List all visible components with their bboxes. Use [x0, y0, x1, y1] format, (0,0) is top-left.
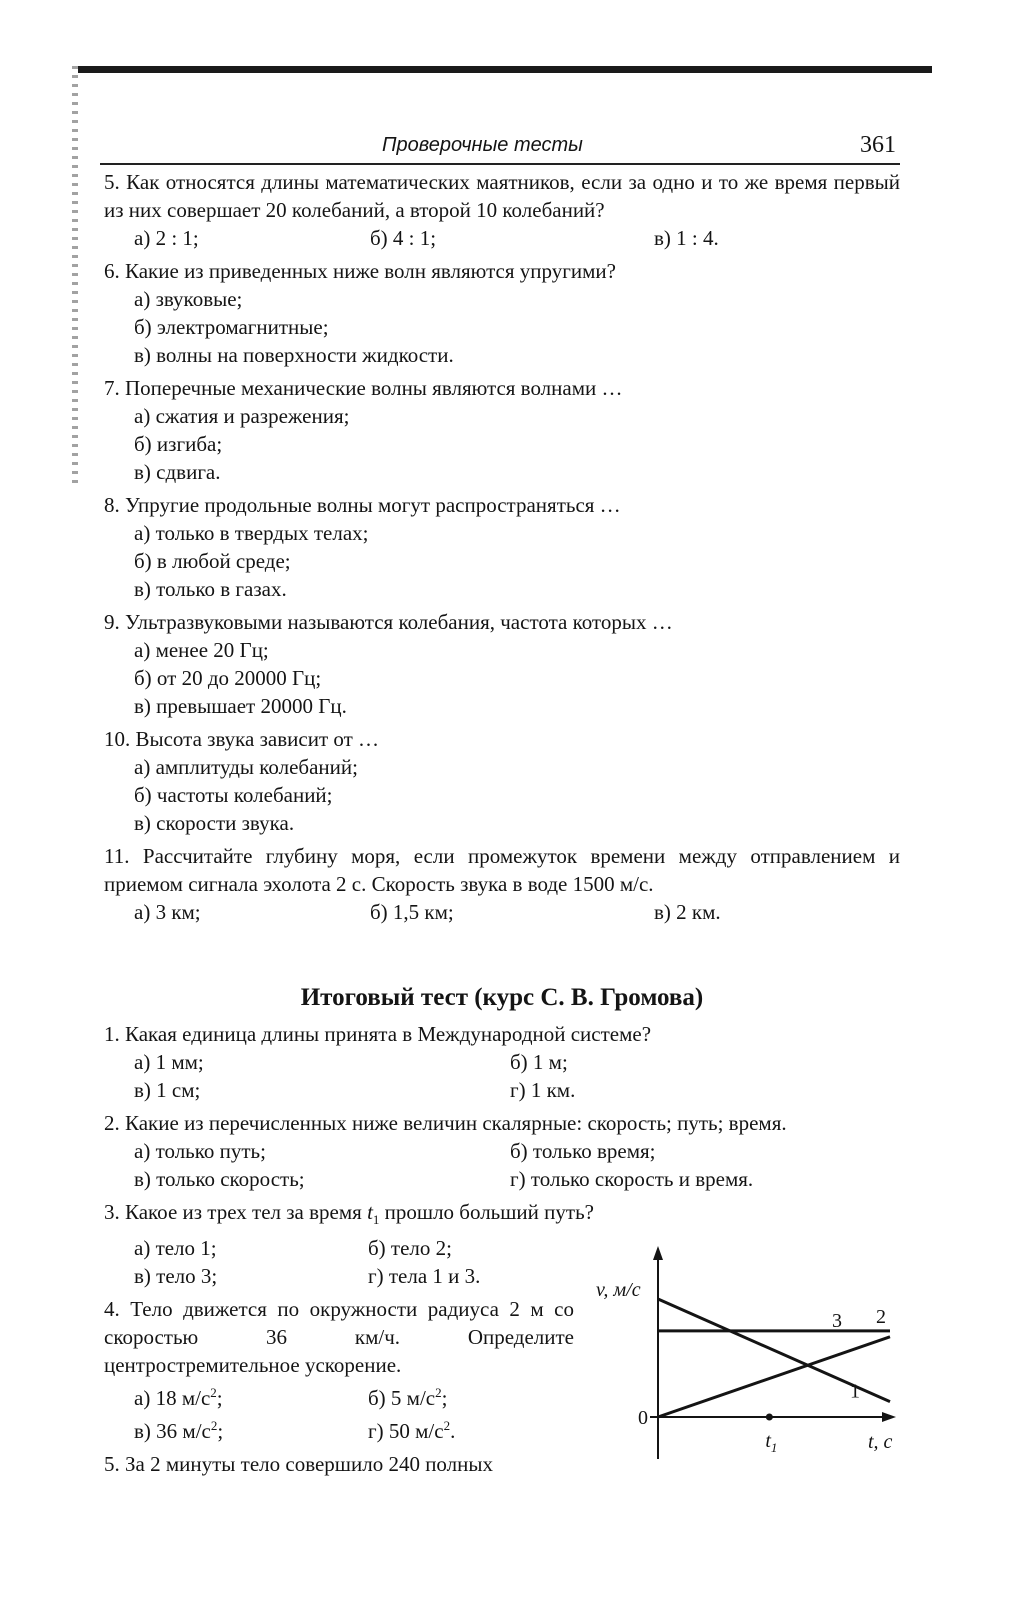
series-layer: [658, 1299, 890, 1417]
answer-option: в) 2 км.: [654, 900, 721, 924]
top-rule: [78, 66, 932, 73]
question-text: 11. Рассчитайте глубину моря, если промежуток времени между отправлением и приемом сигнала эхолота 2 с. Скорость звука в воде 1500 м/с.: [104, 844, 900, 896]
x-axis-arrow: [882, 1412, 896, 1422]
answer-options: [104, 402, 900, 486]
answer-option: в) скорости звука.: [134, 811, 295, 835]
answer-option: в) 1 см;: [134, 1078, 201, 1102]
velocity-time-graph: [590, 1244, 930, 1484]
answer-options: [104, 753, 900, 837]
answer-option: б) только время;: [510, 1139, 656, 1163]
question-text: 7. Поперечные механические волны являются волнами …: [104, 376, 623, 400]
answer-options: [104, 898, 900, 926]
answer-option: б) частоты колебаний;: [134, 783, 333, 807]
answer-option: а) амплитуды колебаний;: [134, 755, 358, 779]
answer-option: в) только скорость;: [134, 1167, 305, 1191]
question-text: 5. За 2 минуты тело совершило 240 полных: [104, 1452, 493, 1477]
answer-option: б) электромагнитные;: [134, 315, 329, 339]
answer-options: [104, 285, 900, 369]
x-axis-label: t, с: [868, 1431, 893, 1453]
answer-option: а) 1 мм;: [134, 1050, 204, 1074]
answer-option: в) только в газах.: [134, 577, 287, 601]
origin-label: 0: [638, 1407, 648, 1429]
answer-option: а) только в твердых телах;: [134, 521, 369, 545]
question-text: 8. Упругие продольные волны могут распространяться …: [104, 493, 621, 517]
answer-option: б) 1 м;: [510, 1050, 568, 1074]
final-question-2: [104, 1109, 900, 1193]
question-11: [104, 842, 900, 926]
question-9: [104, 608, 900, 720]
t1-tick: [766, 1414, 773, 1421]
y-axis-label: v, м/с: [596, 1279, 641, 1301]
answer-option: а) менее 20 Гц;: [134, 638, 269, 662]
question-text: 6. Какие из приведенных ниже волн являются упругими?: [104, 259, 616, 283]
question-text: 10. Высота звука зависит от …: [104, 727, 380, 751]
scan-edge-noise: [72, 66, 78, 486]
question-8: [104, 491, 900, 603]
question-6: [104, 257, 900, 369]
answer-option: а) сжатия и разрежения;: [134, 404, 350, 428]
answer-option: г) тела 1 и 3.: [368, 1264, 481, 1289]
answer-options: [104, 519, 900, 603]
answer-options: [104, 224, 900, 252]
question-10: [104, 725, 900, 837]
graph-svg: [590, 1244, 930, 1484]
final-question-4: [104, 1295, 574, 1445]
page-number: 361: [860, 132, 896, 158]
section-title: Итоговый тест (курс С. В. Громова): [300, 984, 704, 1011]
question-text: 5. Как относятся длины математических маятников, если за одно и то же время первый из них совершает 20 колебаний, а второй 10 колебаний?: [104, 170, 900, 222]
question-text: 9. Ультразвуковыми называются колебания, частота которых …: [104, 610, 673, 634]
answer-option: в) 1 : 4.: [654, 226, 719, 250]
series-label-3: 3: [832, 1309, 842, 1332]
answer-option: г) только скорость и время.: [510, 1167, 754, 1191]
answer-option: в) 36 $м/с^2$;: [134, 1418, 224, 1444]
answer-option: в) сдвига.: [134, 460, 221, 484]
question-text: 1. Какая единица длины принята в Международной системе?: [104, 1022, 652, 1046]
running-title: Проверочные тесты: [382, 134, 583, 156]
question-5: [104, 168, 900, 252]
question-text: 4. Тело движется по окружности радиуса 2 м со скоростью 36 км/ч. Определите центростремительное ускорение.: [104, 1297, 575, 1378]
answer-option: б) 5 $м/с^2$;: [368, 1385, 448, 1411]
answer-option: а) тело 1;: [134, 1236, 217, 1261]
t1-tick-label: $t_1$: [765, 1430, 778, 1455]
answer-option: г) 1 км.: [510, 1078, 576, 1102]
answer-options: [104, 1048, 900, 1104]
answer-option: а) звуковые;: [134, 287, 243, 311]
answer-option: г) 50 $м/с^2$.: [368, 1418, 456, 1444]
question-text: 2. Какие из перечисленных ниже величин скалярные: скорость; путь; время.: [104, 1111, 787, 1135]
answer-option: а) только путь;: [134, 1139, 266, 1163]
answer-option: а) 18 $м/с^2$;: [134, 1385, 223, 1411]
series-label-2: 2: [876, 1305, 886, 1328]
answer-option: б) тело 2;: [368, 1236, 452, 1261]
answer-option: б) в любой среде;: [134, 549, 291, 573]
answer-option: а) 3 км;: [134, 900, 201, 924]
page-header: [100, 134, 900, 164]
answer-option: в) тело 3;: [134, 1264, 218, 1289]
question-text: 3. Какое из трех тел за время $t_1$ прошло больший путь?: [104, 1200, 594, 1228]
final-question-5: [104, 1450, 574, 1478]
answer-option: б) 1,5 км;: [370, 900, 454, 924]
answer-options: [104, 1379, 574, 1445]
answer-option: б) 4 : 1;: [370, 226, 437, 250]
answer-option: б) от 20 до 20000 Гц;: [134, 666, 322, 690]
answer-options: [104, 636, 900, 720]
y-axis-arrow: [653, 1246, 663, 1260]
question-7: [104, 374, 900, 486]
answer-option: а) 2 : 1;: [134, 226, 199, 250]
answer-option: в) превышает 20000 Гц.: [134, 694, 347, 718]
header-rule: [100, 163, 900, 165]
series-label-1: 1: [850, 1380, 860, 1403]
answer-option: б) изгиба;: [134, 432, 223, 456]
answer-option: в) волны на поверхности жидкости.: [134, 343, 454, 367]
answer-options: [104, 1137, 900, 1193]
final-question-1: [104, 1020, 900, 1104]
